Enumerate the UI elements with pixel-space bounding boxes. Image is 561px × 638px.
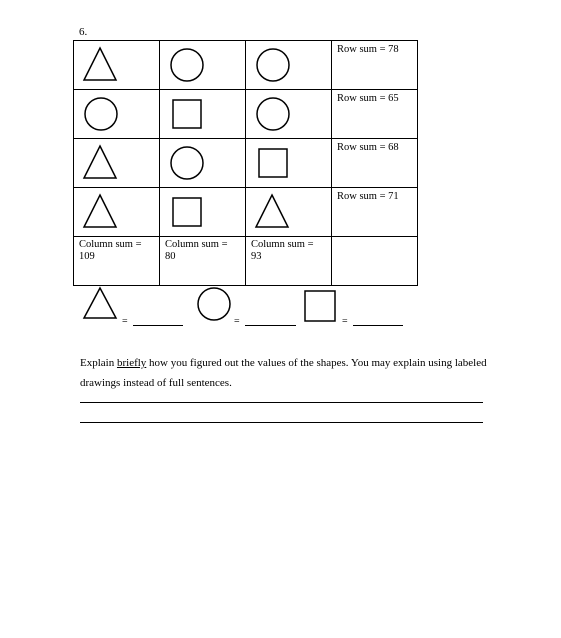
column-sum-label: Column sum = 93 bbox=[251, 239, 314, 262]
row-sum-label: Row sum = 68 bbox=[337, 142, 399, 153]
circle-icon bbox=[82, 95, 118, 136]
row-sum-label: Row sum = 78 bbox=[337, 44, 399, 55]
circle-answer-blank[interactable] bbox=[245, 325, 296, 326]
square-icon bbox=[168, 95, 204, 136]
square-answer-blank[interactable] bbox=[353, 325, 403, 326]
grid-cell bbox=[246, 90, 332, 139]
circle-icon bbox=[168, 46, 204, 87]
triangle-icon bbox=[254, 193, 290, 234]
row-sum-label: Row sum = 65 bbox=[337, 93, 399, 104]
grid-cell bbox=[160, 90, 246, 139]
column-sum-cell bbox=[160, 237, 246, 286]
grid-cell bbox=[160, 188, 246, 237]
prompt-text-after: how you figured out the values of the shapes. You may explain using labeled drawings instead of full sentences. bbox=[80, 357, 487, 389]
circle-icon bbox=[168, 144, 204, 185]
equals-sign: = bbox=[342, 316, 348, 327]
circle-icon bbox=[254, 46, 290, 87]
square-icon bbox=[304, 290, 338, 329]
grid-cell bbox=[160, 139, 246, 188]
column-sum-label: Column sum = 80 bbox=[165, 239, 228, 262]
square-icon bbox=[254, 144, 290, 185]
grid-cell bbox=[246, 188, 332, 237]
grid-cell bbox=[160, 41, 246, 90]
column-sum-cell bbox=[74, 237, 160, 286]
grid-row-4 bbox=[74, 188, 418, 237]
row-sum-cell bbox=[332, 41, 418, 90]
column-sum-row bbox=[74, 237, 418, 286]
grid-cell bbox=[74, 41, 160, 90]
triangle-answer-blank[interactable] bbox=[133, 325, 183, 326]
triangle-icon bbox=[82, 286, 118, 325]
row-sum-cell bbox=[332, 139, 418, 188]
question-number: 6. bbox=[79, 26, 88, 38]
grid-row-3 bbox=[74, 139, 418, 188]
grid-cell bbox=[246, 139, 332, 188]
column-sum-label: Column sum = 109 bbox=[79, 239, 142, 262]
triangle-icon bbox=[82, 144, 118, 185]
grid-row-1 bbox=[74, 41, 418, 90]
square-icon bbox=[168, 193, 204, 234]
answer-writing-line[interactable] bbox=[80, 422, 483, 423]
grid-cell bbox=[74, 139, 160, 188]
grid-cell bbox=[246, 41, 332, 90]
circle-icon bbox=[254, 95, 290, 136]
equals-sign: = bbox=[122, 316, 128, 327]
circle-icon bbox=[196, 286, 232, 327]
triangle-icon bbox=[82, 193, 118, 234]
row-sum-label: Row sum = 71 bbox=[337, 191, 399, 202]
grid-cell bbox=[74, 90, 160, 139]
answer-writing-line[interactable] bbox=[80, 402, 483, 403]
grid-cell bbox=[74, 188, 160, 237]
row-sum-cell bbox=[332, 90, 418, 139]
prompt-text-before: Explain bbox=[80, 357, 117, 369]
equals-sign: = bbox=[234, 316, 240, 327]
column-sum-cell bbox=[246, 237, 332, 286]
triangle-icon bbox=[82, 46, 118, 87]
grid-row-2 bbox=[74, 90, 418, 139]
explanation-prompt bbox=[80, 353, 490, 393]
empty-corner-cell bbox=[332, 237, 418, 286]
prompt-emphasis: briefly bbox=[116, 357, 147, 369]
shape-grid bbox=[73, 40, 418, 286]
row-sum-cell bbox=[332, 188, 418, 237]
